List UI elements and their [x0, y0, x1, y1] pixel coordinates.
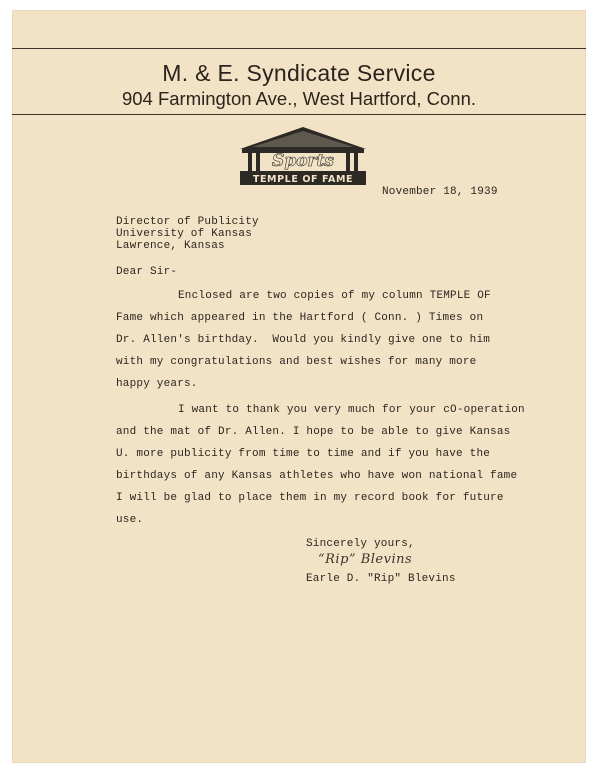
- closing-valediction: Sincerely yours,: [306, 538, 415, 550]
- salutation: Dear Sir-: [116, 266, 178, 278]
- recipient-line-1: Director of Publicity: [116, 216, 259, 228]
- letterhead-top-rule: [12, 48, 586, 49]
- letterhead-company: M. & E. Syndicate Service: [162, 60, 436, 86]
- letter-page: [12, 10, 586, 763]
- body-p2-line-4: birthdays of any Kansas athletes who have won national fame: [116, 470, 518, 482]
- logo-banner: TEMPLE OF FAME: [252, 174, 354, 185]
- letterhead-address: 904 Farmington Ave., West Hartford, Conn.: [121, 88, 477, 109]
- body-p1-line-4: with my congratulations and best wishes for many more: [116, 356, 477, 368]
- recipient-line-3: Lawrence, Kansas: [116, 240, 225, 252]
- body-p2-line-2: and the mat of Dr. Allen. I hope to be able to give Kansas: [116, 426, 511, 438]
- handwritten-signature: “Rip” Blevins: [318, 552, 413, 567]
- letterhead-bottom-rule: [12, 114, 586, 115]
- body-p2-line-1: I want to thank you very much for your cO-operation: [178, 404, 525, 416]
- letter-date: November 18, 1939: [382, 186, 498, 198]
- body-p2-line-3: U. more publicity from time to time and if you have the: [116, 448, 491, 460]
- body-p2-line-6: use.: [116, 514, 144, 526]
- recipient-line-2: University of Kansas: [116, 228, 253, 240]
- logo-script-word: Sports: [272, 151, 334, 171]
- body-p1-line-3: Dr. Allen's birthday. Would you kindly give one to him: [116, 334, 491, 346]
- closing-typed-name: Earle D. "Rip" Blevins: [306, 573, 456, 585]
- body-p2-line-5: I will be glad to place them in my record book for future: [116, 492, 504, 504]
- body-p1-line-1: Enclosed are two copies of my column TEMPLE OF: [178, 290, 491, 302]
- body-p1-line-2: Fame which appeared in the Hartford ( Conn. ) Times on: [116, 312, 484, 324]
- body-p1-line-5: happy years.: [116, 378, 198, 390]
- temple-of-fame-logo: [238, 125, 368, 187]
